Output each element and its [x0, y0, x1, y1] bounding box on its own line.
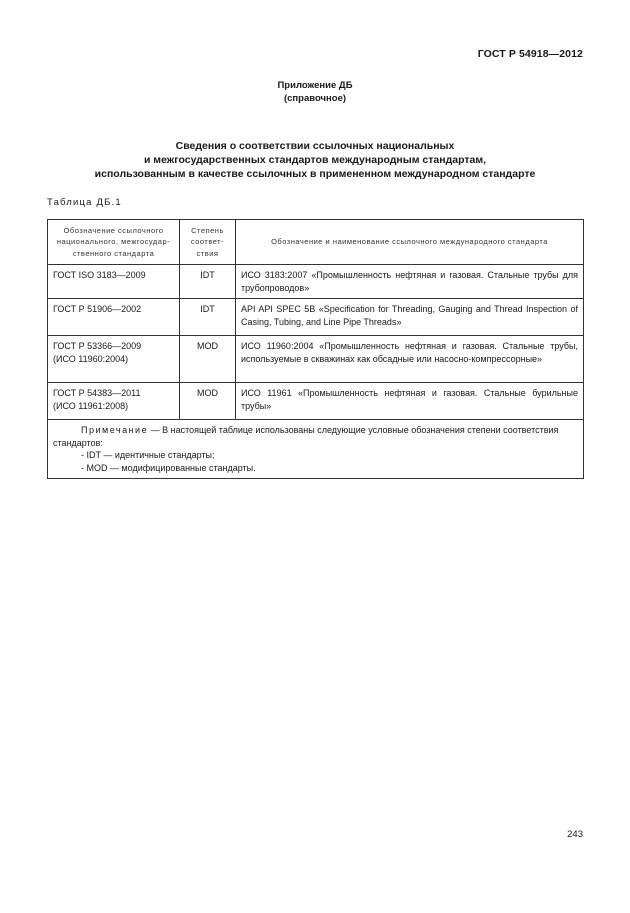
section-title-line-2: и межгосударственных стандартов международным стандартам,: [143, 154, 487, 166]
cell-standard: [48, 383, 180, 420]
table-row: [48, 383, 584, 420]
header-degree: Степень соответ-ствия: [180, 220, 236, 265]
table-label: Таблица ДБ.1: [47, 197, 122, 208]
cell-degree: IDT: [180, 299, 236, 336]
note-item-idt: - IDT — идентичные стандарты;: [81, 450, 215, 460]
appendix-heading: [0, 80, 630, 105]
header-international-standard: Обозначение и наименование ссылочного международного стандарта: [236, 220, 584, 265]
document-code: ГОСТ Р 54918—2012: [477, 48, 583, 60]
cell-international: ИСО 11961 «Промышленность нефтяная и газовая. Стальные бурильные трубы»: [236, 383, 584, 420]
cell-international: ИСО 3183:2007 «Промышленность нефтяная и газовая. Стальные трубы для трубопроводов»: [236, 265, 584, 299]
cell-degree: MOD: [180, 383, 236, 420]
table-row: [48, 336, 584, 383]
note-heading: Примечание: [81, 425, 149, 435]
table-note-row: [48, 420, 584, 479]
appendix-subtitle: (справочное): [283, 92, 347, 104]
cell-standard-code: ГОСТ Р 54383—2011: [53, 388, 141, 398]
cell-degree: IDT: [180, 265, 236, 299]
cell-standard-code: ГОСТ Р 53366—2009: [53, 341, 142, 351]
header-national-standard: Обозначение ссылочного национального, межгосудар-ственного стандарта: [48, 220, 180, 265]
table-header-row: [48, 220, 584, 265]
cell-standard-iso: (ИСО 11960:2004): [53, 353, 129, 364]
appendix-title: Приложение ДБ: [277, 80, 353, 91]
table-note: [48, 420, 584, 479]
correspondence-table: [47, 219, 584, 479]
cell-international: ИСО 11960:2004 «Промышленность нефтяная и газовая. Стальные трубы, используемые в скважинах как обсадные или насосно-компрессорные»: [236, 336, 584, 383]
table-row: [48, 299, 584, 336]
section-title-line-3: использованным в качестве ссылочных в примененном международном стандарте: [94, 168, 536, 180]
section-title-line-1: Сведения о соответствии ссылочных национальных: [175, 140, 455, 152]
section-title: [0, 139, 630, 181]
table-row: [48, 265, 584, 299]
cell-international: API API SPEC 5B «Specification for Threading, Gauging and Thread Inspection of Casing, Tubing, and Line Pipe Threads»: [236, 299, 584, 336]
cell-standard: [48, 336, 180, 383]
cell-standard: ГОСТ Р 51906—2002: [48, 299, 180, 336]
cell-standard: ГОСТ ISO 3183—2009: [48, 265, 180, 299]
note-text: — В настоящей таблице использованы следующие условные обозначения степени соответствия стандартов:: [53, 425, 559, 448]
page-number: 243: [567, 829, 583, 840]
cell-standard-iso: (ИСО 11961:2008): [53, 400, 129, 411]
cell-degree: MOD: [180, 336, 236, 383]
note-item-mod: - MOD — модифицированные стандарты.: [81, 462, 256, 473]
